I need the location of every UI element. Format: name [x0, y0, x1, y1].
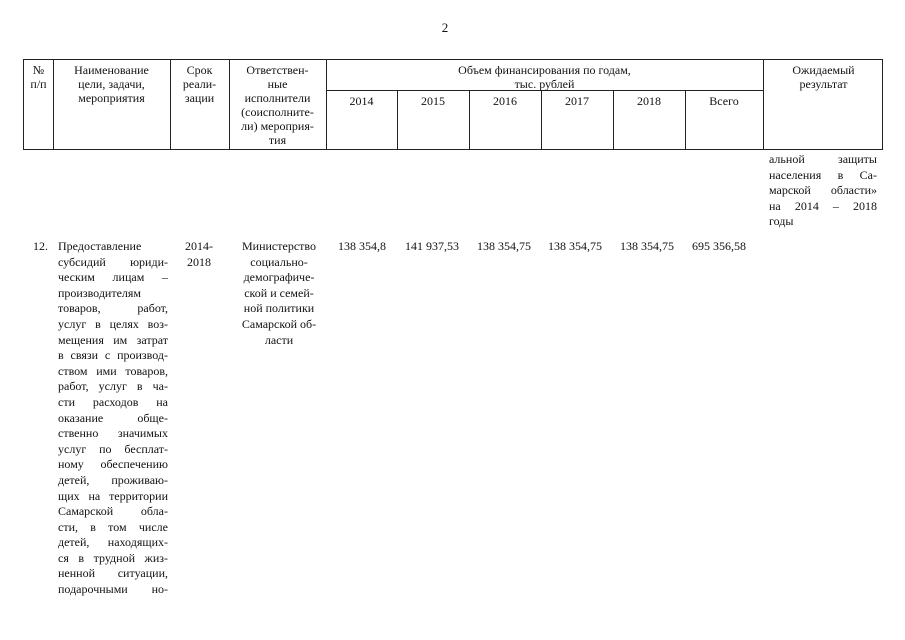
header-result: Ожидаемый результат [792, 63, 855, 91]
value-2017: 138 354,75 [548, 239, 602, 253]
header-year-2014: 2014 [349, 94, 374, 108]
value-2014: 138 354,8 [338, 239, 386, 253]
header-year-2017: 2017 [565, 94, 589, 108]
value-2016: 138 354,75 [477, 239, 531, 253]
header-responsible: Ответствен- ные исполнители (соисполните- ли) мероприя- тия [241, 63, 314, 147]
row-number: 12. [33, 239, 48, 253]
header-name: Наименование цели, задачи, мероприятия [74, 63, 149, 105]
row-responsible: Министерство социально- демографиче- ской и семей- ной политики Самарской об- ласти [241, 239, 317, 347]
value-2015: 141 937,53 [405, 239, 459, 253]
continued-expected-result: альной защиты населения в Са- марской области» на 2014 – 2018 годы [769, 152, 877, 229]
header-year-2018: 2018 [637, 94, 661, 108]
header-number: № п/п [30, 63, 47, 91]
value-2018: 138 354,75 [620, 239, 674, 253]
header-term: Срок реали- зации [182, 63, 217, 105]
header-funding: Объем финансирования по годам, тыс. рублей [458, 63, 631, 91]
page-number: 2 [441, 20, 449, 35]
header-year-2015: 2015 [421, 94, 445, 108]
header-table [23, 59, 883, 150]
row-term: 2014- 2018 [185, 239, 213, 269]
header-total: Всего [709, 94, 739, 108]
value-total: 695 356,58 [692, 239, 746, 253]
header-year-2016: 2016 [493, 94, 517, 108]
row-name: Предоставление субсидий юриди- ческим лицам – производителям товаров, работ, услуг в целях воз- мещения им затрат в связи с производ- ством ими товаров, работ, услуг в ча- сти расходов на оказание обще- ственно значимых услуг по бесплат- ному обеспечению детей, проживаю- щих на территории Самарской обла- сти, в том числе детей, находящих- ся в трудной жиз- ненной ситуации, подарочными но- [58, 239, 168, 597]
